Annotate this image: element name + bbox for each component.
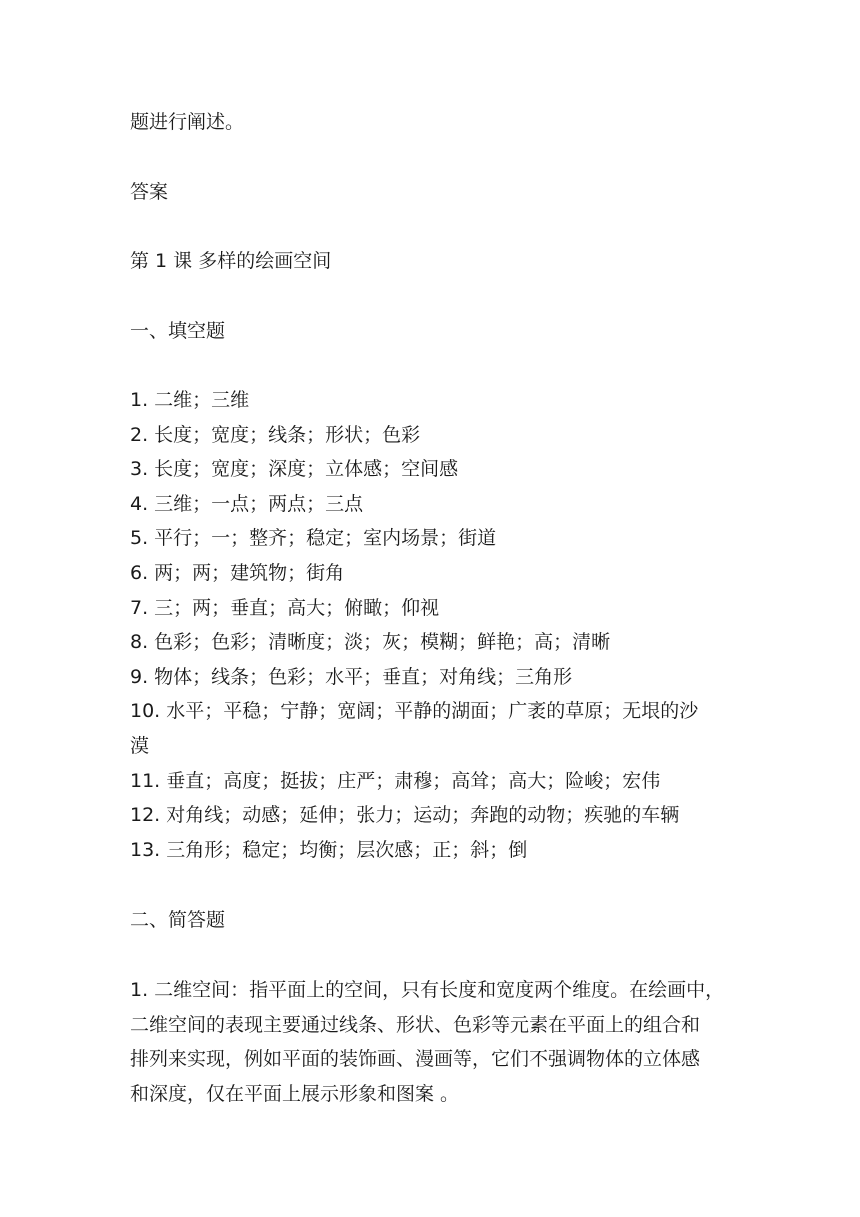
answer-heading: 答案 bbox=[130, 181, 169, 203]
list-item: 6. 两；两；建筑物；街角 bbox=[130, 561, 345, 584]
paragraph-line: 排列来实现，例如平面的装饰画、漫画等，它们不强调物体的立体感 bbox=[130, 1048, 701, 1071]
list-item: 4. 三维；一点；两点；三点 bbox=[130, 492, 364, 515]
list-item: 9. 物体；线条；色彩；水平；垂直；对角线；三角形 bbox=[130, 665, 573, 688]
short-answer-heading: 二、简答题 bbox=[130, 909, 226, 931]
short-answer-1 bbox=[130, 973, 742, 1111]
list-item: 13. 三角形；稳定；均衡；层次感；正；斜；倒 bbox=[130, 838, 528, 861]
fill-blank-heading: 一、填空题 bbox=[130, 320, 226, 342]
list-item: 3. 长度；宽度；深度；立体感；空间感 bbox=[130, 458, 459, 481]
list-item: 1. 二维；三维 bbox=[130, 389, 250, 411]
list-item: 7. 三；两；垂直；高大；俯瞰；仰视 bbox=[130, 596, 440, 619]
list-item: 11. 垂直；高度；挺拔；庄严；肃穆；高耸；高大；险峻；宏伟 bbox=[130, 769, 661, 792]
list-item: 2. 长度；宽度；线条；形状；色彩 bbox=[130, 423, 421, 446]
intro-text-tail: 题进行阐述。 bbox=[130, 111, 245, 133]
paragraph-line: 二维空间的表现主要通过线条、形状、色彩等元素在平面上的组合和 bbox=[130, 1013, 701, 1036]
list-item: 12. 对角线；动感；延伸；张力；运动；奔跑的动物；疾驰的车辆 bbox=[130, 804, 680, 827]
list-item-continuation: 漠 bbox=[130, 734, 150, 757]
fill-blank-answer-list bbox=[130, 383, 742, 867]
list-item: 8. 色彩；色彩；清晰度；淡；灰；模糊；鲜艳；高；清晰 bbox=[130, 631, 611, 654]
lesson-title: 第 1 课 多样的绘画空间 bbox=[130, 250, 332, 272]
list-item: 5. 平行；一；整齐；稳定；室内场景；街道 bbox=[130, 527, 497, 550]
paragraph-line: 1. 二维空间：指平面上的空间，只有长度和宽度两个维度。在绘画中， bbox=[130, 979, 725, 1001]
paragraph-line: 和深度，仅在平面上展示形象和图案 。 bbox=[130, 1082, 460, 1105]
list-item: 10. 水平；平稳；宁静；宽阔；平静的湖面；广袤的草原；无垠的沙 bbox=[130, 700, 699, 723]
